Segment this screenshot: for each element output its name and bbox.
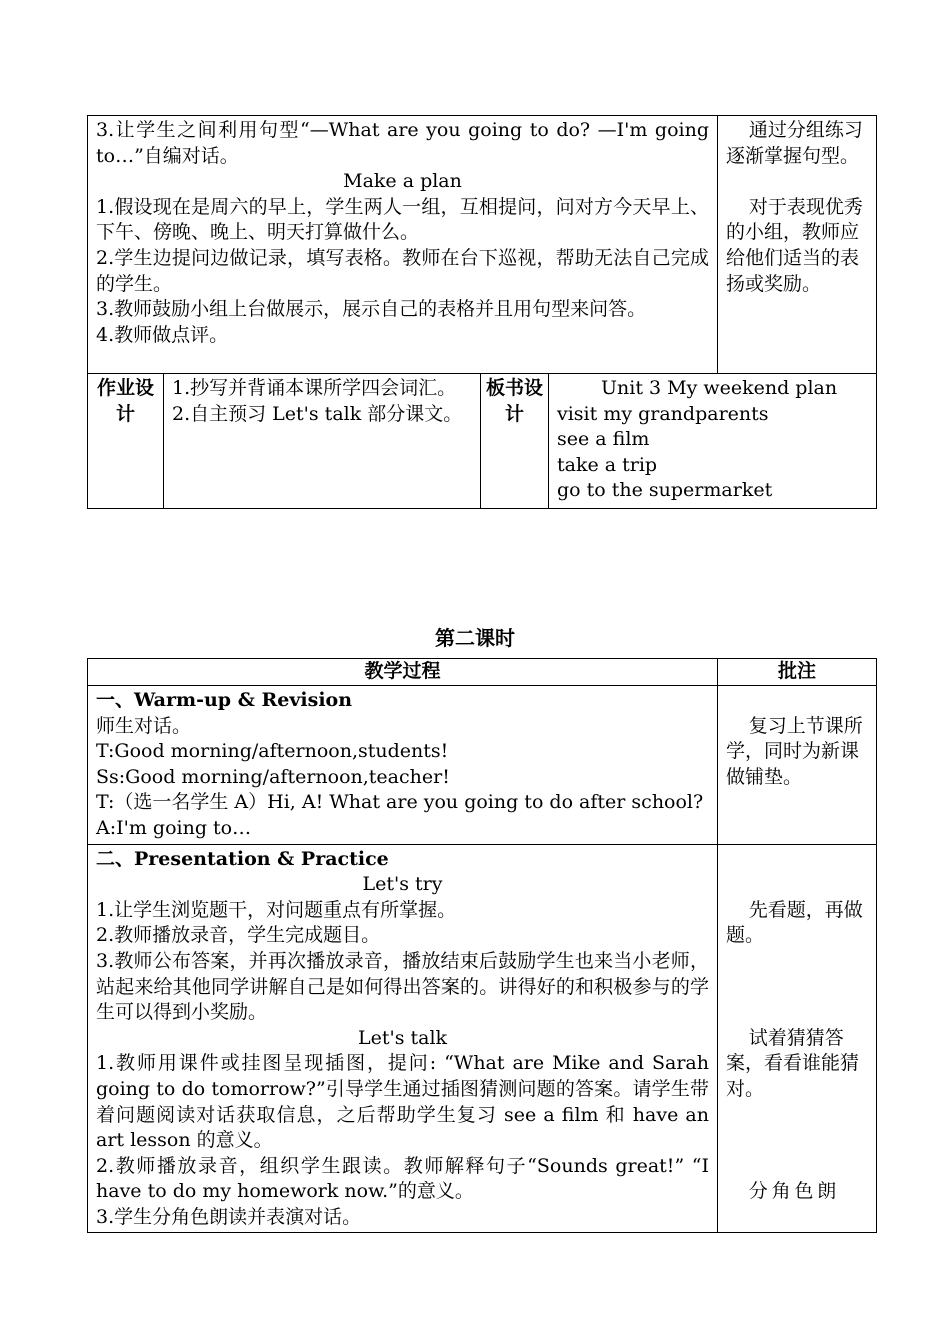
plan-step: 2.学生边提问边做记录，填写表格。教师在台下巡视，帮助无法自己完成的学生。	[96, 246, 710, 295]
homework-item: 1.抄写并背诵本课所学四会词汇。	[172, 377, 457, 399]
presentation-cell	[88, 844, 718, 1233]
try-step: 3.教师公布答案，并再次播放录音，播放结束后鼓励学生也来当小老师，站起来给其他同学讲解自己是如何得出答案的。讲得好的和积极参与的学生可以得到小奖励。	[96, 949, 709, 1024]
lets-talk-title: Let's talk	[357, 1026, 448, 1049]
talk-step: 1.教师用课件或挂图呈现插图，提问: “What are Mike and Sarah going to do tomorrow?”引导学生通过插图猜测问题的答案。请学生带着问题阅读对话获取信息，之后帮助学生复习 see a film 和 have an art lesson 的意义。	[96, 1052, 709, 1152]
plan-step: 4.教师做点评。	[96, 323, 229, 346]
talk-step: 3.学生分角色朗读并表演对话。	[96, 1205, 362, 1228]
board-line: go to the supermarket	[557, 479, 773, 502]
board-line: take a trip	[557, 453, 658, 476]
presentation-heading: 二、Presentation & Practice	[96, 847, 389, 870]
practice-note-cell	[718, 116, 877, 374]
lets-try-title: Let's try	[362, 873, 443, 896]
warmup-line: A:I'm going to…	[96, 816, 252, 839]
lesson2-table	[87, 658, 877, 1233]
lesson2-title: 第二课时	[435, 626, 515, 650]
try-step: 2.教师播放录音，学生完成题目。	[96, 924, 381, 947]
warmup-note-cell	[718, 686, 877, 845]
note-text: 先看题，再做题。	[726, 898, 863, 947]
board-title: Unit 3 My weekend plan	[601, 377, 838, 399]
board-line: see a film	[557, 428, 650, 451]
warmup-heading: 一、Warm-up & Revision	[96, 689, 353, 711]
homework-cell	[164, 374, 481, 509]
warmup-cell	[88, 686, 718, 845]
warmup-line: 师生对话。	[96, 714, 192, 737]
talk-step: 2.教师播放录音，组织学生跟读。教师解释句子“Sounds great!” “I have to do my homework now.”的意义。	[96, 1154, 709, 1203]
homework-label: 作业设计	[88, 374, 164, 509]
process-header: 教学过程	[88, 659, 718, 686]
notes-header: 批注	[718, 659, 877, 686]
warmup-line: T:（选一名学生 A）Hi, A! What are you going to do after school?	[96, 791, 704, 814]
practice-intro: 3.让学生之间利用句型“—What are you going to do? —I'm going to…”自编对话。	[96, 119, 710, 167]
plan-step: 3.教师鼓励小组上台做展示，展示自己的表格并且用句型来问答。	[96, 298, 647, 321]
note-text: 分角色朗	[748, 1180, 840, 1203]
presentation-note-cell	[718, 844, 877, 1233]
note-text: 试着猜猜答案，看看谁能猜对。	[726, 1026, 860, 1100]
homework-item: 2.自主预习 Let's talk 部分课文。	[172, 402, 463, 425]
practice-cell	[88, 116, 718, 374]
make-plan-title: Make a plan	[343, 170, 462, 193]
board-label: 板书设计	[481, 374, 549, 509]
plan-step: 1.假设现在是周六的早上，学生两人一组，互相提问，问对方今天早上、下午、傍晚、晚上、明天打算做什么。	[96, 195, 710, 244]
note-text: 复习上节课所学，同时为新课做铺垫。	[726, 714, 863, 788]
note-text: 对于表现优秀的小组，教师应给他们适当的表扬或奖励。	[726, 195, 863, 295]
try-step: 1.让学生浏览题干，对问题重点有所掌握。	[96, 898, 457, 921]
lesson1-table	[87, 115, 877, 509]
warmup-line: Ss:Good morning/afternoon,teacher!	[96, 765, 450, 788]
note-text: 通过分组练习逐渐掌握句型。	[726, 119, 863, 167]
board-line: visit my grandparents	[557, 402, 769, 425]
warmup-line: T:Good morning/afternoon,students!	[96, 740, 449, 763]
board-cell	[549, 374, 877, 509]
